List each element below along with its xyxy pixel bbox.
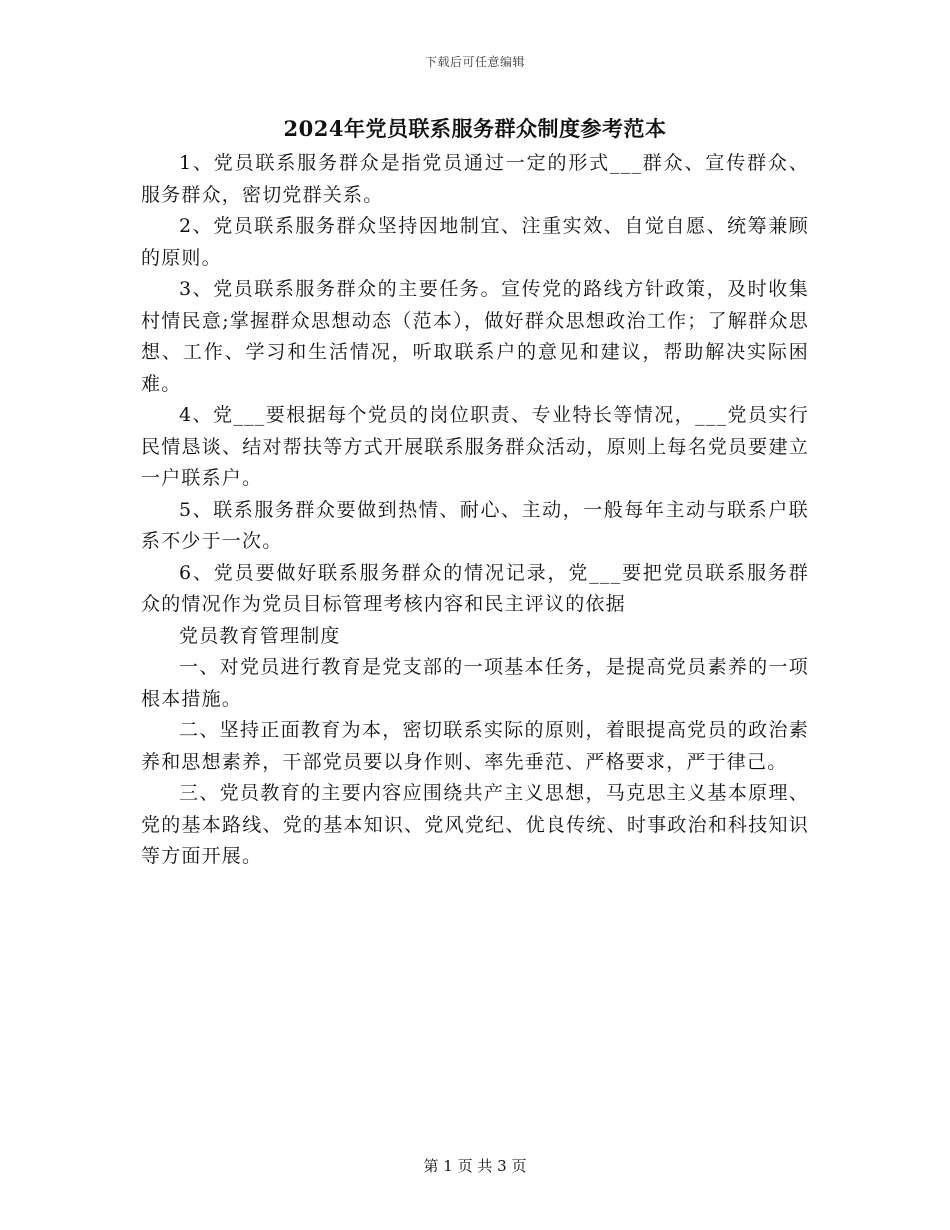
paragraph-1: 1、党员联系服务群众是指党员通过一定的形式___群众、宣传群众、服务群众，密切党群关系。 — [141, 152, 809, 206]
page-header-note: 下载后可任意编辑 — [424, 55, 525, 69]
paragraph-4: 4、党___要根据每个党员的岗位职责、专业特长等情况，___党员实行民情恳谈、结对帮扶等方式开展联系服务群众活动，原则上每名党员要建立一户联系户。 — [141, 404, 809, 489]
paragraph-7: 一、对党员进行教育是党支部的一项基本任务，是提高党员素养的一项根本措施。 — [141, 656, 809, 710]
page-number: 第 1 页 共 3 页 — [423, 1157, 527, 1175]
paragraph-5: 5、联系服务群众要做到热情、耐心、主动，一般每年主动与联系户联系不少于一次。 — [141, 498, 809, 552]
paragraph-6: 6、党员要做好联系服务群众的情况记录，党___要把党员联系服务群众的情况作为党员目标管理考核内容和民主评议的依据 — [141, 561, 809, 615]
paragraph-8: 二、坚持正面教育为本，密切联系实际的原则，着眼提高党员的政治素养和思想素养，干部党员要以身作则、率先垂范、严格要求，严于律己。 — [141, 719, 809, 773]
paragraph-2: 2、党员联系服务群众坚持因地制宜、注重实效、自觉自愿、统筹兼顾的原则。 — [141, 215, 809, 269]
document-title: 2024年党员联系服务群众制度参考范本 — [283, 116, 667, 141]
document-body — [141, 148, 809, 873]
section-heading: 党员教育管理制度 — [179, 624, 341, 647]
paragraph-9: 三、党员教育的主要内容应围绕共产主义思想，马克思主义基本原理、党的基本路线、党的基本知识、党风党纪、优良传统、时事政治和科技知识等方面开展。 — [141, 782, 809, 867]
paragraph-3: 3、党员联系服务群众的主要任务。宣传党的路线方针政策，及时收集村情民意;掌握群众思想动态（范本），做好群众思想政治工作；了解群众思想、工作、学习和生活情况，听取联系户的意见和建议，帮助解决实际困难。 — [141, 278, 809, 395]
